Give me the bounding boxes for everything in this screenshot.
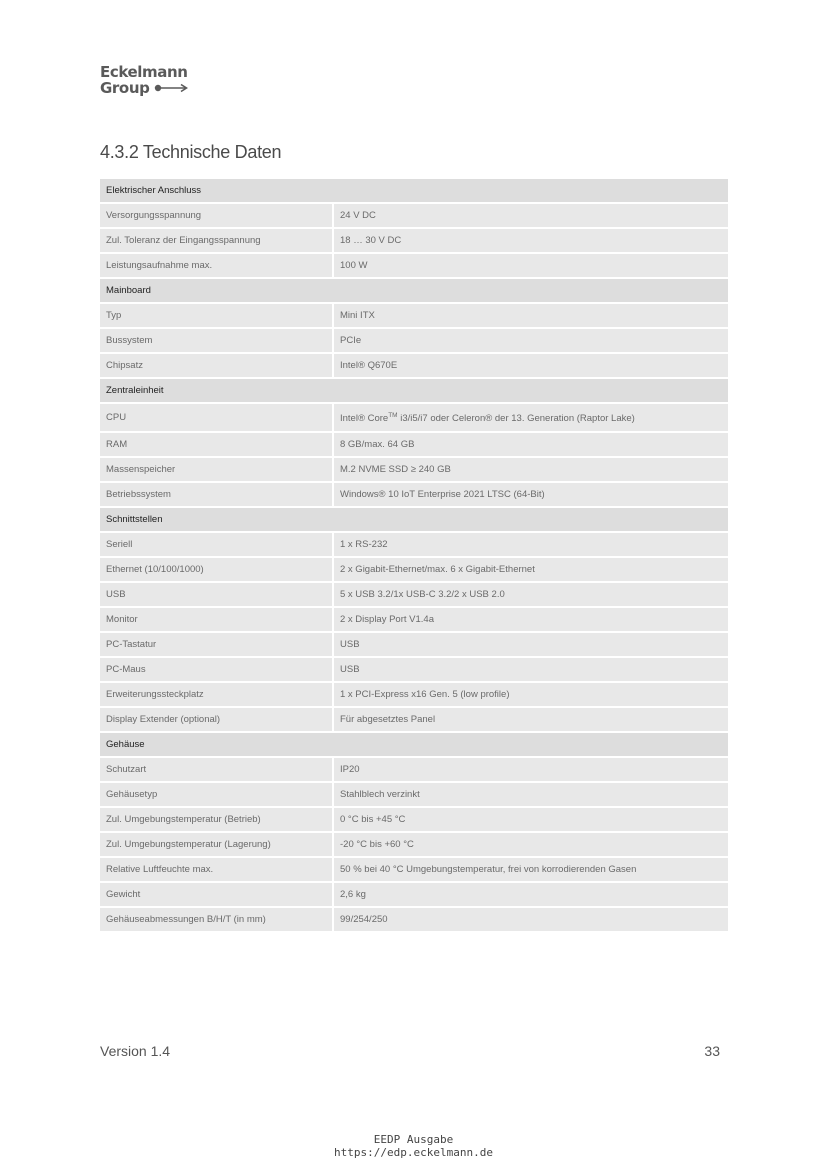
- logo-line-2-text: Group: [100, 79, 150, 97]
- spec-value: Für abgesetztes Panel: [333, 707, 728, 732]
- table-row: [100, 757, 728, 782]
- section-label: Elektrischer Anschluss: [100, 179, 728, 203]
- spec-value: 18 … 30 V DC: [333, 228, 728, 253]
- spec-key: Relative Luftfeuchte max.: [100, 857, 333, 882]
- spec-value-part: Intel® Core: [340, 412, 389, 424]
- spec-key: Erweiterungssteckplatz: [100, 682, 333, 707]
- spec-key: Gehäusetyp: [100, 782, 333, 807]
- section-label: Gehäuse: [100, 732, 728, 757]
- section-label: Schnittstellen: [100, 507, 728, 532]
- spec-key: PC-Maus: [100, 657, 333, 682]
- spec-key: Chipsatz: [100, 353, 333, 378]
- page-number: 33: [704, 1043, 720, 1059]
- spec-key: Massenspeicher: [100, 457, 333, 482]
- spec-key: Zul. Umgebungstemperatur (Betrieb): [100, 807, 333, 832]
- stamp-line-1: EEDP Ausgabe: [373, 1133, 454, 1146]
- table-row: [100, 557, 728, 582]
- table-row: [100, 707, 728, 732]
- spec-key: Zul. Umgebungstemperatur (Lagerung): [100, 832, 333, 857]
- stamp-line-2: https://edp.eckelmann.de: [334, 1146, 493, 1159]
- spec-key: Seriell: [100, 532, 333, 557]
- spec-key: RAM: [100, 432, 333, 457]
- spec-key: Bussystem: [100, 328, 333, 353]
- logo-line-1: Eckelmann: [100, 63, 188, 81]
- table-row: [100, 832, 728, 857]
- company-logo: [100, 64, 188, 96]
- spec-key: Betriebssystem: [100, 482, 333, 507]
- table-row: [100, 228, 728, 253]
- spec-key: PC-Tastatur: [100, 632, 333, 657]
- spec-value: [333, 403, 728, 432]
- logo-arrow-icon: [154, 83, 188, 93]
- table-row: [100, 907, 728, 932]
- spec-value: 1 x RS-232: [333, 532, 728, 557]
- spec-value: Intel® Q670E: [333, 353, 728, 378]
- table-row: [100, 482, 728, 507]
- spec-value-part: i3/i5/i7 oder Celeron® der 13. Generation (Raptor Lake): [397, 412, 635, 424]
- table-row: [100, 328, 728, 353]
- logo-line-2: [100, 80, 188, 96]
- spec-value: PCIe: [333, 328, 728, 353]
- spec-key: Versorgungsspannung: [100, 203, 333, 228]
- table-section-row: [100, 378, 728, 403]
- spec-value: 50 % bei 40 °C Umgebungstemperatur, frei von korrodierenden Gasen: [333, 857, 728, 882]
- table-row: [100, 657, 728, 682]
- spec-key: Schutzart: [100, 757, 333, 782]
- spec-value: 8 GB/max. 64 GB: [333, 432, 728, 457]
- table-row: [100, 807, 728, 832]
- spec-value: 5 x USB 3.2/1x USB-C 3.2/2 x USB 2.0: [333, 582, 728, 607]
- spec-value: 0 °C bis +45 °C: [333, 807, 728, 832]
- table-section-row: [100, 507, 728, 532]
- spec-value: Windows® 10 IoT Enterprise 2021 LTSC (64-Bit): [333, 482, 728, 507]
- spec-key: Gewicht: [100, 882, 333, 907]
- table-row: [100, 682, 728, 707]
- trademark-superscript: TM: [388, 411, 398, 419]
- spec-key: CPU: [100, 403, 333, 432]
- spec-value: 24 V DC: [333, 203, 728, 228]
- spec-key: Display Extender (optional): [100, 707, 333, 732]
- table-row: [100, 432, 728, 457]
- table-row: [100, 353, 728, 378]
- document-version: Version 1.4: [100, 1043, 171, 1059]
- section-label: Zentraleinheit: [100, 378, 728, 403]
- spec-key: Leistungsaufnahme max.: [100, 253, 333, 278]
- table-row: [100, 782, 728, 807]
- table-row: [100, 532, 728, 557]
- table-row: [100, 632, 728, 657]
- table-section-row: [100, 179, 728, 203]
- spec-value: 1 x PCI-Express x16 Gen. 5 (low profile): [333, 682, 728, 707]
- section-heading: 4.3.2 Technische Daten: [100, 142, 282, 162]
- table-row: [100, 253, 728, 278]
- spec-key: Gehäuseabmessungen B/H/T (in mm): [100, 907, 333, 932]
- table-row: [100, 203, 728, 228]
- table-row: [100, 607, 728, 632]
- spec-value: 100 W: [333, 253, 728, 278]
- table-section-row: [100, 278, 728, 303]
- table-row: [100, 403, 728, 432]
- table-row: [100, 857, 728, 882]
- spec-value: USB: [333, 657, 728, 682]
- spec-value: 2,6 kg: [333, 882, 728, 907]
- spec-value: 99/254/250: [333, 907, 728, 932]
- section-label: Mainboard: [100, 278, 728, 303]
- technical-data-table: [100, 179, 728, 933]
- spec-value: M.2 NVME SSD ≥ 240 GB: [333, 457, 728, 482]
- spec-value: 2 x Gigabit-Ethernet/max. 6 x Gigabit-Ethernet: [333, 557, 728, 582]
- table-row: [100, 303, 728, 328]
- spec-key: Monitor: [100, 607, 333, 632]
- edition-stamp: [0, 1133, 827, 1159]
- spec-key: USB: [100, 582, 333, 607]
- table-section-row: [100, 732, 728, 757]
- table-row: [100, 457, 728, 482]
- table-row: [100, 582, 728, 607]
- spec-value: Mini ITX: [333, 303, 728, 328]
- technical-data-table-body: [100, 179, 728, 932]
- spec-key: Ethernet (10/100/1000): [100, 557, 333, 582]
- spec-value: 2 x Display Port V1.4a: [333, 607, 728, 632]
- spec-key: Zul. Toleranz der Eingangsspannung: [100, 228, 333, 253]
- table-row: [100, 882, 728, 907]
- spec-value: USB: [333, 632, 728, 657]
- spec-value: -20 °C bis +60 °C: [333, 832, 728, 857]
- spec-key: Typ: [100, 303, 333, 328]
- spec-value: IP20: [333, 757, 728, 782]
- spec-value: Stahlblech verzinkt: [333, 782, 728, 807]
